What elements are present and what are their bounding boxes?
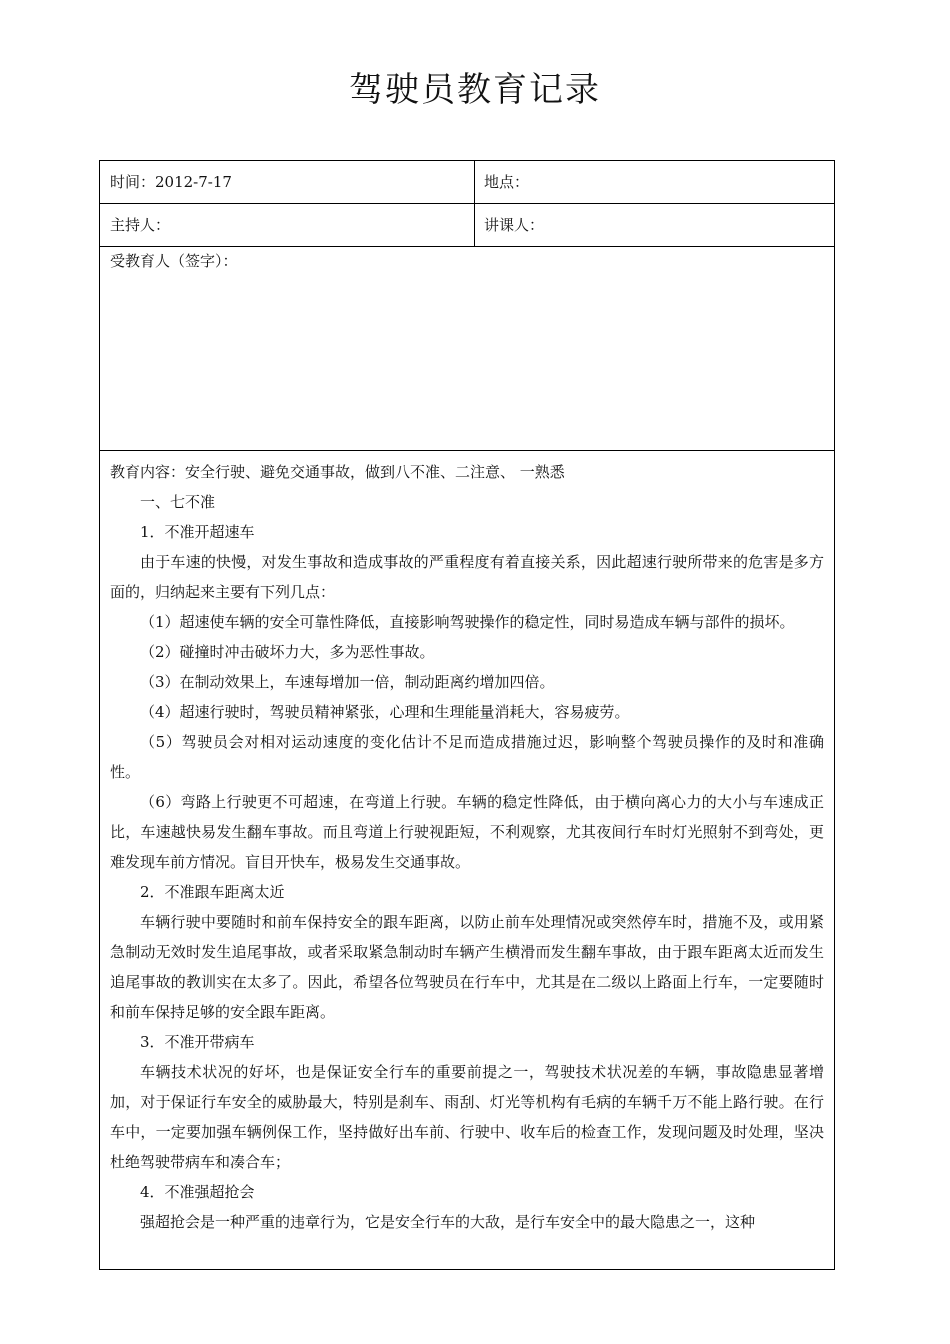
host-field[interactable]: 主持人： bbox=[100, 204, 475, 246]
place-field[interactable]: 地点： bbox=[484, 173, 530, 191]
record-form-table bbox=[99, 160, 835, 1270]
content-paragraph: （4）超速行驶时，驾驶员精神紧张，心理和生理能量消耗大，容易疲劳。 bbox=[140, 703, 630, 721]
content-paragraph: （2）碰撞时冲击破坏力大，多为恶性事故。 bbox=[140, 643, 435, 661]
content-paragraph: 强超抢会是一种严重的违章行为，它是安全行车的大敌，是行车安全中的最大隐患之一，这种 bbox=[140, 1213, 756, 1231]
content-paragraph: （3）在制动效果上，车速每增加一倍，制动距离约增加四倍。 bbox=[140, 673, 555, 691]
lecturer-field[interactable]: 讲课人： bbox=[484, 216, 545, 234]
table-row-time-place bbox=[100, 161, 834, 204]
education-content bbox=[100, 451, 834, 1269]
content-paragraph: 车辆技术状况的好坏，也是保证安全行车的重要前提之一，驾驶技术状况差的车辆，事故隐患显著增加，对于保证行车安全的威胁最大，特别是刹车、雨刮、灯光等机构有毛病的车辆千万不能上路行驶。在行车中，一定要加强车辆例保工作，坚持做好出车前、行驶中、收车后的检查工作，发现问题及时处理，坚决杜绝驾驶带病车和凑合车； bbox=[110, 1063, 824, 1171]
content-paragraph: （1）超速使车辆的安全可靠性降低，直接影响驾驶操作的稳定性，同时易造成车辆与部件的损坏。 bbox=[140, 613, 795, 631]
content-paragraph: （5）驾驶员会对相对运动速度的变化估计不足而造成措施过迟，影响整个驾驶员操作的及时和准确性。 bbox=[110, 733, 824, 781]
content-paragraph: （6）弯路上行驶更不可超速，在弯道上行驶。车辆的稳定性降低，由于横向离心力的大小与车速成正比，车速越快易发生翻车事故。而且弯道上行驶视距短，不利观察，尤其夜间行车时灯光照射不到弯处，更难发现车前方情况。盲目开快车，极易发生交通事故。 bbox=[110, 793, 824, 871]
signature-label: 受教育人（签字）： bbox=[110, 252, 238, 270]
time-field[interactable]: 时间：2012-7-17 bbox=[100, 161, 475, 203]
content-paragraph: 车辆行驶中要随时和前车保持安全的跟车距离，以防止前车处理情况或突然停车时，措施不及，或用紧急制动无效时发生追尾事故，或者采取紧急制动时车辆产生横滑而发生翻车事故，由于跟车距离太近而发生追尾事故的教训实在太多了。因此，希望各位驾驶员在行车中，尤其是在二级以上路面上行车，一定要随时和前车保持足够的安全跟车距离。 bbox=[110, 913, 824, 1021]
content-paragraph: 2．不准跟车距离太近 bbox=[140, 883, 285, 901]
content-heading: 教育内容：安全行驶、避免交通事故，做到八不准、二注意、 一熟悉 bbox=[110, 463, 565, 481]
content-paragraph: 由于车速的快慢，对发生事故和造成事故的严重程度有着直接关系，因此超速行驶所带来的危害是多方面的，归纳起来主要有下列几点： bbox=[110, 553, 824, 601]
content-paragraph: 一、七不准 bbox=[140, 493, 216, 511]
content-paragraph: 3．不准开带病车 bbox=[140, 1033, 255, 1051]
table-row-host-lecturer bbox=[100, 204, 834, 247]
content-paragraph: 1．不准开超速车 bbox=[140, 523, 255, 541]
signature-area[interactable] bbox=[100, 247, 834, 451]
content-paragraph: 4．不准强超抢会 bbox=[140, 1183, 255, 1201]
page-title: 驾驶员教育记录 bbox=[349, 70, 601, 110]
